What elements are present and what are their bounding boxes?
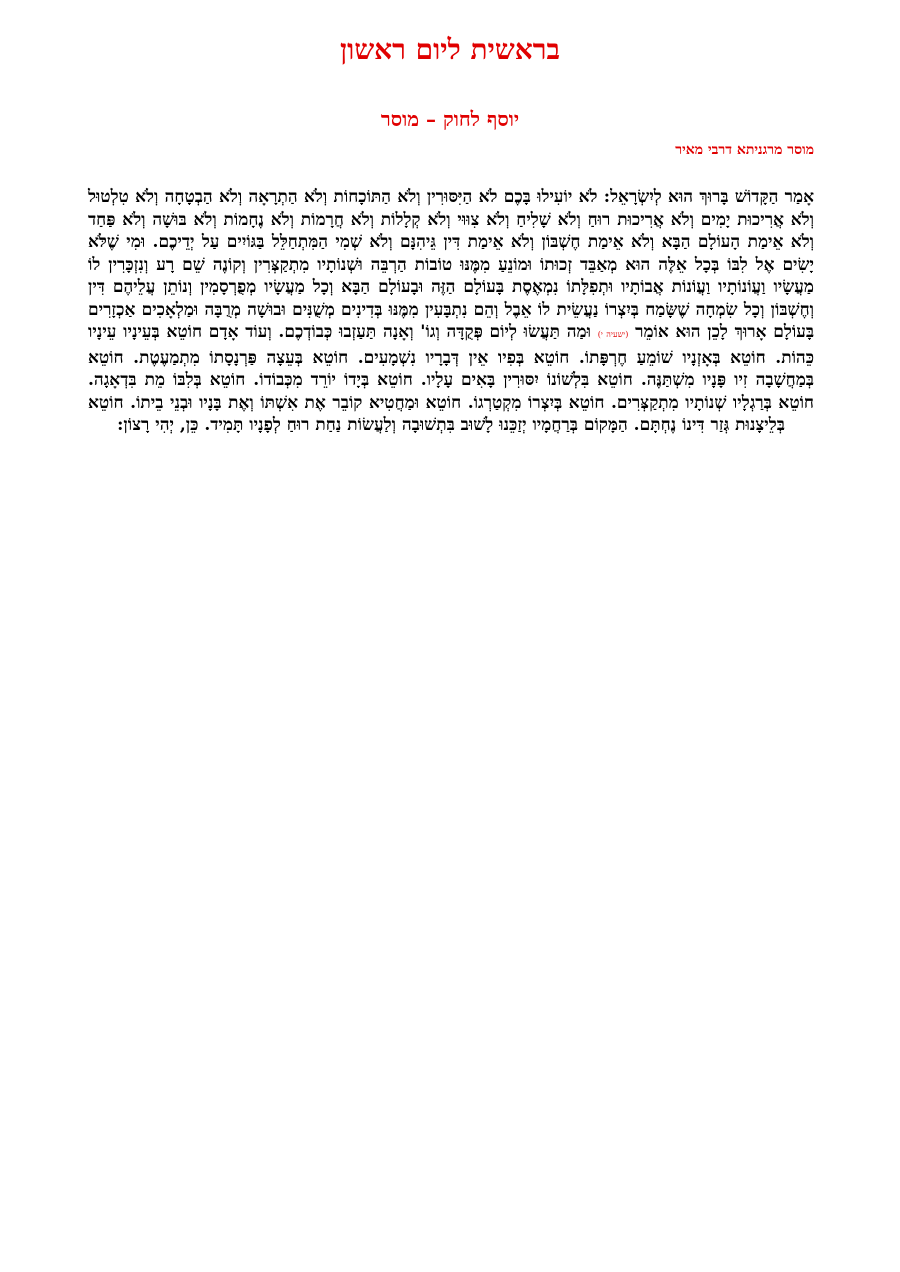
page-title: בראשית ליום ראשון	[340, 33, 560, 66]
body-text-part-1: אָמַר הַקָּדוֹשׁ בָּרוּךְ הוּא לְיִשְׂרָאֵל: לֹא יוֹעִילוּ בָּכֶם לֹא הַיִּסּוּרִין וְלֹא הַתּוֹכָחוֹת וְלֹא הַתְרָאָה וְלֹא הַבְטָחָה וְלֹא טִלְטוּל וְלֹא אֲרִיכוּת יָמִים וְלֹא אֲרִיכוּת רוּחַ וְלֹא שָׁלִיחַ וְלֹא צִוּוּי וְלֹא קְלָלוֹת וְלֹא חֲרָמוֹת וְלֹא נֶחָמוֹת וְלֹא בּוּשָׁה וְלֹא פַּחַד וְלֹא אֵימַת הָעוֹלָם הַבָּא וְלֹא אֵימַת חֶשְׁבּוֹן וְלֹא אֵימַת דִּין גֵּיהִנָּם וְלֹא שְׁמִי הַמִּתְחַלֵּל בַּגּוֹיִים עַל יְדֵיכֶם. וּמִי שֶׁלֹּא יָשִׂים אֶל לִבּוֹ בְּכָל אֵלֶּה הוּא מְאַבֵּד זְכוּתוֹ וּמוֹנֵעַ מִמֶּנּוּ טוֹבוֹת הַרְבֵּה וּשְׁנוֹתָיו מִתְקַצְּרִין וְקוֹנֶה שֵׁם רָע וְנִזְכָּרִין לוֹ מַעֲשָׂיו וַעֲוֹנוֹתָיו וַעֲוֹנוֹת אֲבוֹתָיו וּתְפִלָּתוֹ נִמְאֶסֶת בָּעוֹלָם הַזֶּה וּבָעוֹלָם הַבָּא וְכָל מַעֲשָׂיו מְפֻרְסָמִין וְנוֹתֵן עֲלֵיהֶם דִּין וְחֶשְׁבּוֹן וְכָל שִׂמְחָה שֶׁשָּׂמַח בְּיִצְרוֹ נַעֲשֵׂית לוֹ אֵבֶל וְהֵם נִתְבָּעִין מִמֶּנּוּ בְּדִינִים מְשֻׁנִּים וּבוּשָׁה מְרֻבָּה וּמַלְאָכִים אַכְזָרִים בָּעוֹלָם אָרוּךְ לָכֵן הוּא אוֹמֵר	[88, 187, 815, 342]
page-subtitle: יוסף לחוק – מוסר	[380, 107, 520, 131]
source-label: מוסר מרגניתא דרבי מאיר	[675, 142, 814, 158]
body-paragraph	[88, 186, 814, 437]
body-text-part-2: וּמַה תַּעֲשׂוּ לְיוֹם פְּקֻדָּה וְגוֹ' וְאָנָה תַּעַזְבוּ כְּבוֹדְכֶם. וְעוֹד אָדָם חוֹטֵא בְּעֵינָיו עֵינָיו כֵּהוֹת. חוֹטֵא בְּאָזְנָיו שׁוֹמֵעַ חֶרְפָּתוֹ. חוֹטֵא בְּפִיו אֵין דְּבָרָיו נִשְׁמָעִים. חוֹטֵא בְּעֵצָה פַּרְנָסָתוֹ מִתְמַעֶטֶת. חוֹטֵא בְּמַחֲשָׁבָה זִיו פָּנָיו מִשְׁתַּנֶּה. חוֹטֵא בִּלְשׁוֹנוֹ יִסּוּרִין בָּאִים עָלָיו. חוֹטֵא בְּיָדוֹ יוֹרֵד מִכְּבוֹדוֹ. חוֹטֵא בְּלִבּוֹ מֵת בִּדְאָגָה. חוֹטֵא בְּרַגְלָיו שְׁנוֹתָיו מִתְקַצְּרִים. חוֹטֵא בְּיִצְרוֹ מִקְטַרְגוֹ. חוֹטֵא וּמַחֲטִיא קוֹבֵר אֶת אִשְׁתּוֹ וְאֶת בָּנָיו וּבְנֵי בֵיתוֹ. חוֹטֵא בְּלֵיצָנוּת גְּזַר דִּינוֹ נֶחְתָּם. הַמָּקוֹם בְּרַחֲמָיו יְזַכֵּנוּ לָשׁוּב בִּתְשׁוּבָה וְלַעֲשׂוֹת נַחַת רוּחַ לְפָנָיו תָּמִיד. כֵּן, יְהִי רָצוֹן:	[88, 322, 814, 435]
scripture-reference: (ישעיה י)	[597, 330, 629, 339]
